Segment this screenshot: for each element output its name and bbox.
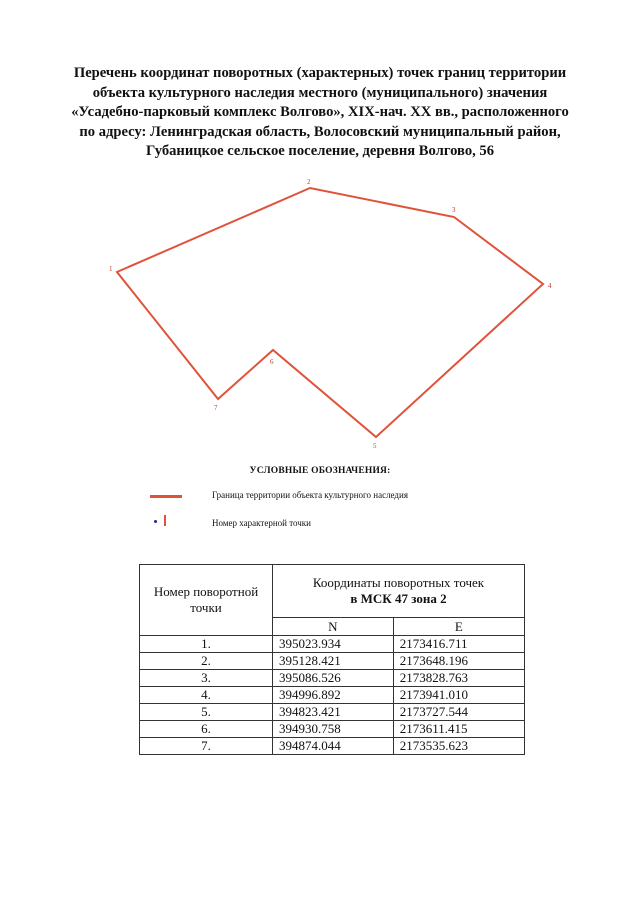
cell-e: 2173416.711 [393, 636, 524, 653]
header-coordinates-line2: в МСК 47 зона 2 [350, 591, 447, 606]
cell-n: 394930.758 [273, 721, 394, 738]
cell-point-number: 7. [140, 738, 273, 755]
table-row [140, 687, 525, 704]
point-label-1: 1 [109, 265, 113, 273]
cell-n: 395023.934 [273, 636, 394, 653]
cell-point-number: 1. [140, 636, 273, 653]
table-row [140, 738, 525, 755]
point-label-4: 4 [548, 282, 552, 290]
table-row [140, 636, 525, 653]
cell-point-number: 6. [140, 721, 273, 738]
boundary-plan [0, 170, 640, 460]
cell-n: 395128.421 [273, 653, 394, 670]
legend-point-label: Номер характерной точки [212, 518, 311, 528]
cell-e: 2173828.763 [393, 670, 524, 687]
table-row [140, 721, 525, 738]
title-line-5: Губаницкое сельское поселение, деревня Волгово, 56 [145, 143, 495, 160]
legend-boundary-label: Граница территории объекта культурного наследия [212, 490, 408, 500]
territory-boundary [117, 188, 543, 437]
point-number-symbol [164, 515, 166, 526]
table-row [140, 653, 525, 670]
point-dot-symbol [154, 520, 157, 523]
table-row [140, 670, 525, 687]
table-row [140, 704, 525, 721]
cell-point-number: 5. [140, 704, 273, 721]
point-label-6: 6 [270, 358, 274, 366]
title-line-4: по адресу: Ленинградская область, Волосовский муниципальный район, [79, 123, 561, 140]
point-label-3: 3 [452, 206, 456, 214]
title-line-3: «Усадебно-парковый комплекс Волгово», XIX-нач. XX вв., расположенного [71, 104, 569, 121]
cell-point-number: 2. [140, 653, 273, 670]
cell-n: 394823.421 [273, 704, 394, 721]
boundary-line-symbol [150, 495, 182, 498]
cell-n: 394996.892 [273, 687, 394, 704]
point-label-2: 2 [307, 178, 311, 186]
legend-point-row [150, 518, 550, 532]
document-title [40, 64, 600, 162]
title-line-1: Перечень координат поворотных (характерных) точек границ территории [73, 65, 567, 81]
coordinates-table [139, 564, 525, 755]
point-label-5: 5 [373, 442, 377, 450]
point-label-7: 7 [214, 404, 218, 412]
title-line-2: объекта культурного наследия местного (муниципального) значения [92, 84, 548, 101]
cell-e: 2173611.415 [393, 721, 524, 738]
cell-point-number: 4. [140, 687, 273, 704]
header-coordinates-line1: Координаты поворотных точек [312, 575, 485, 590]
cell-n: 394874.044 [273, 738, 394, 755]
cell-e: 2173941.010 [393, 687, 524, 704]
cell-e: 2173535.623 [393, 738, 524, 755]
legend-title: УСЛОВНЫЕ ОБОЗНАЧЕНИЯ: [249, 466, 391, 476]
legend-boundary-row [150, 490, 550, 504]
cell-e: 2173727.544 [393, 704, 524, 721]
header-point-number: Номер поворотной точки [140, 565, 273, 636]
header-e: E [393, 618, 524, 636]
header-n: N [273, 618, 394, 636]
cell-n: 395086.526 [273, 670, 394, 687]
cell-e: 2173648.196 [393, 653, 524, 670]
header-coordinates [273, 565, 525, 618]
cell-point-number: 3. [140, 670, 273, 687]
